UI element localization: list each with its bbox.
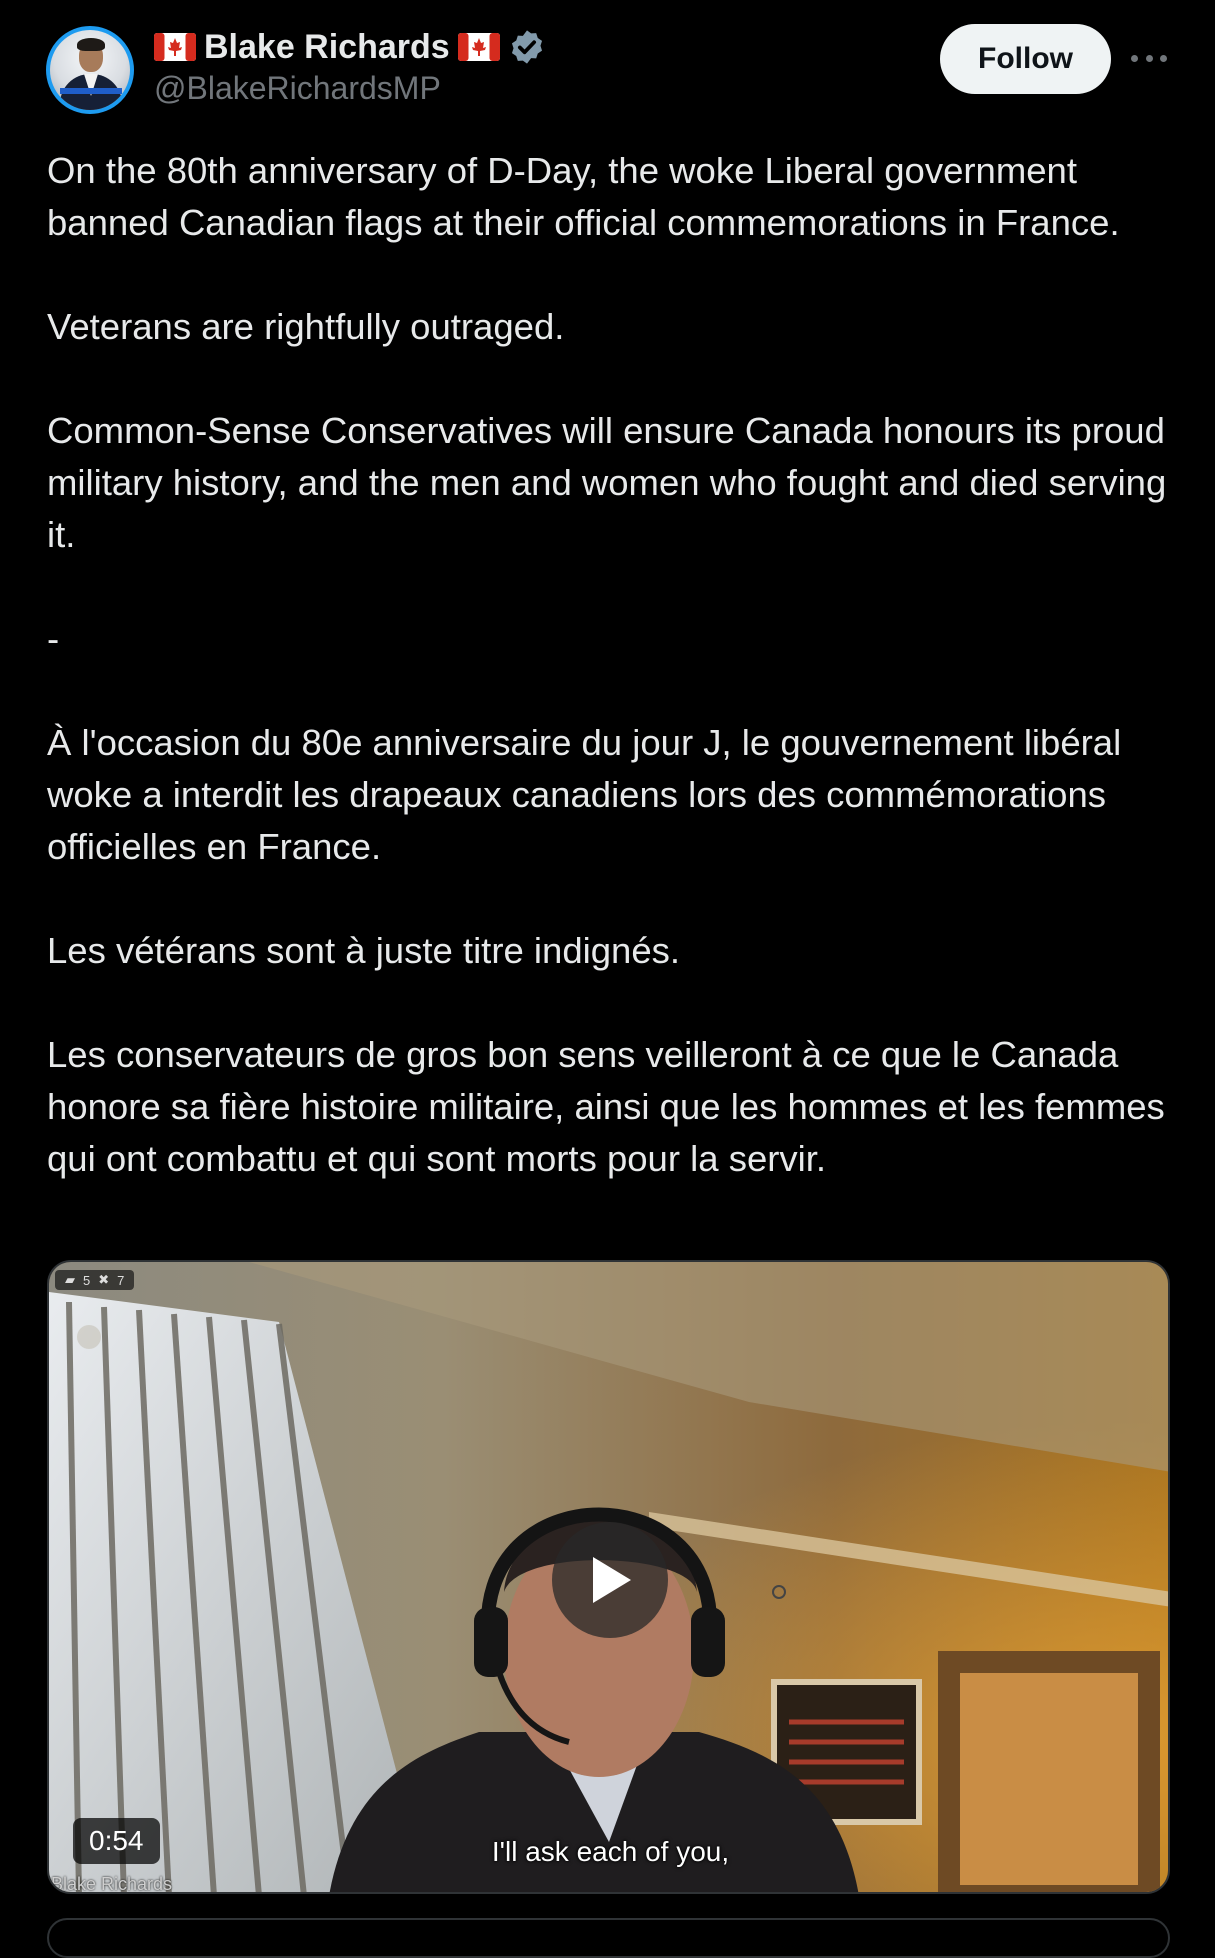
play-icon xyxy=(587,1555,633,1605)
post-paragraph: Veterans are rightfully outraged. xyxy=(47,306,565,347)
post-paragraph: On the 80th anniversary of D-Day, the woke Liberal government banned Canadian flags at their official commemorations in France. xyxy=(47,150,1120,243)
author-display-name[interactable]: Blake Richards xyxy=(204,27,450,66)
play-button[interactable] xyxy=(552,1522,668,1638)
canada-flag-icon xyxy=(154,33,196,61)
video-player[interactable] xyxy=(47,1260,1170,1894)
follow-button[interactable]: Follow xyxy=(940,24,1111,94)
post-paragraph: Les vétérans sont à juste titre indignés. xyxy=(47,930,681,971)
video-caption: I'll ask each of you, xyxy=(491,1836,730,1867)
author-handle[interactable]: @BlakeRichardsMP xyxy=(154,70,441,106)
post-paragraph: Les conservateurs de gros bon sens veilleront à ce que le Canada honore sa fière histoire militaire, ainsi que les hommes et les femmes qui ont combattu et qui sont morts pour la servir. xyxy=(47,1034,1175,1179)
verified-badge-icon[interactable] xyxy=(508,28,546,66)
author-name-row[interactable] xyxy=(154,26,546,68)
more-horizontal-icon[interactable] xyxy=(1131,46,1167,70)
indicator-right-count: 7 xyxy=(117,1272,125,1288)
avatar[interactable] xyxy=(46,26,134,114)
camera-icon: ▰ xyxy=(65,1272,75,1287)
post-paragraph: À l'occasion du 80e anniversaire du jour J, le gouvernement libéral woke a interdit les drapeaux canadiens lors des commémorations officielles en France. xyxy=(47,722,1132,867)
mute-icon: ✖ xyxy=(98,1272,110,1287)
post-header xyxy=(0,0,1215,140)
canada-flag-icon xyxy=(458,33,500,61)
post-text xyxy=(47,145,1177,1185)
post-paragraph: Common-Sense Conservatives will ensure Canada honours its proud military history, and the men and women who fought and died serving it. xyxy=(47,410,1177,555)
post-separator: - xyxy=(47,618,60,659)
video-watermark: Blake Richards xyxy=(51,1874,173,1894)
indicator-left-count: 5 xyxy=(83,1272,91,1288)
next-card-edge xyxy=(47,1918,1170,1958)
video-duration: 0:54 xyxy=(73,1818,160,1864)
recording-indicator xyxy=(55,1270,134,1290)
